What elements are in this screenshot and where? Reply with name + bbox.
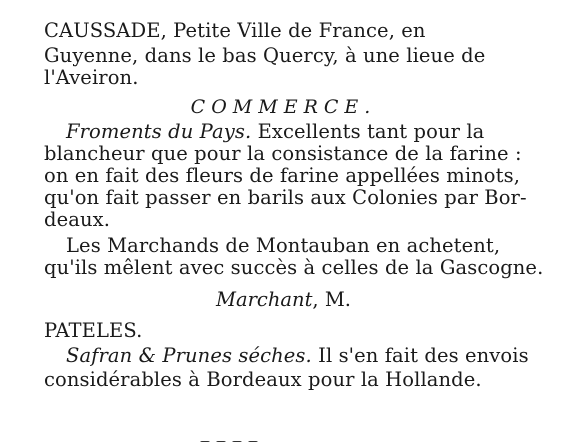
paragraph-1-line-1 [66, 121, 484, 143]
paragraph-2-line-1: Les Marchands de Montauban en achetent, [66, 234, 501, 257]
cut-off-text-fragment [200, 432, 290, 442]
paragraph-3-line-1 [66, 345, 529, 367]
paragraph-1-line-5: deaux. [44, 208, 111, 231]
merchant-label: Marchant [216, 288, 313, 311]
paragraph-1-line-1-rest: Excellents tant pour la [251, 120, 485, 143]
paragraph-3-line-1-rest: Il s'en fait des envois [311, 344, 529, 367]
merchant-line [0, 288, 567, 311]
paragraph-1-line-4: qu'on fait passer en barils aux Colonies par Bor- [44, 186, 527, 209]
paragraph-1-italic-term: Froments du Pays. [66, 120, 252, 143]
section-heading: COMMERCE. [190, 96, 377, 118]
entry-intro-1: , Petite Ville de France, en [160, 19, 426, 42]
entry-line-3: l'Aveiron. [44, 66, 139, 89]
paragraph-3-italic-term: Safran & Prunes séches. [66, 344, 312, 367]
paragraph-1-line-3: on en fait des fleurs de farine appellées minots, [44, 164, 520, 187]
entry-headword: CAUSSADE [44, 19, 161, 42]
paragraph-2-line-2: qu'ils mêlent avec succès à celles de la Gascogne. [44, 256, 544, 279]
paragraph-1-line-2: blancheur que pour la consistance de la farine : [44, 142, 522, 165]
paragraph-3-line-2: considérables à Bordeaux pour la Hollande. [44, 368, 482, 391]
subentry-heading: PATELES. [44, 319, 143, 342]
entry-line-1 [44, 20, 426, 42]
entry-line-2: Guyenne, dans le bas Quercy, à une lieue de [44, 44, 486, 67]
merchant-initial: , M. [312, 288, 351, 311]
